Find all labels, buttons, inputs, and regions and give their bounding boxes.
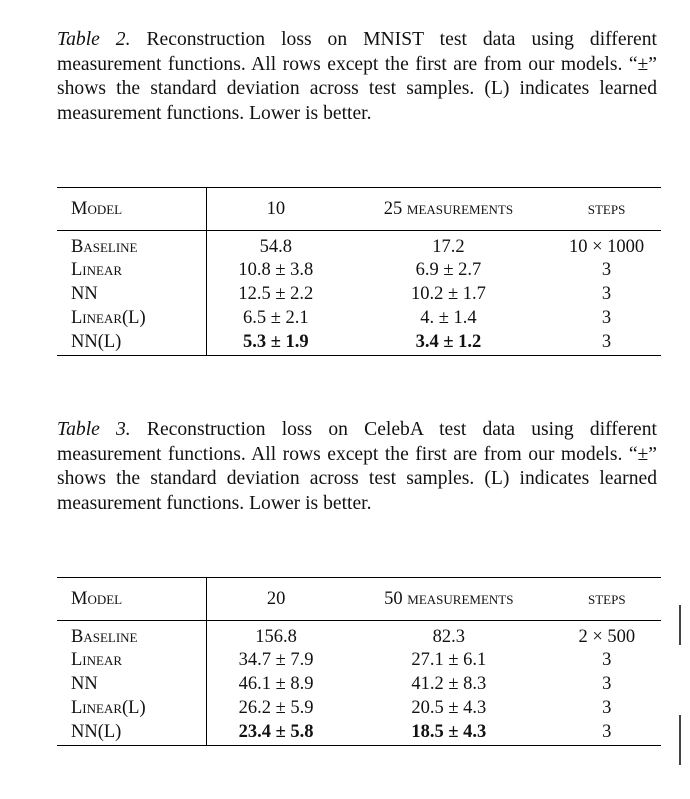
row-value-a-best: 5.3 ± 1.9 (206, 331, 344, 355)
row-value-a: 6.5 ± 2.1 (243, 308, 309, 329)
table-2-caption-label: Table 2. (57, 29, 131, 50)
row-value-b: 20.5 ± 4.3 (411, 698, 487, 719)
row-steps: 3 (601, 308, 612, 329)
row-model: Linear(L) (71, 698, 146, 719)
row-model: Baseline (71, 237, 138, 257)
table-2 (57, 187, 661, 356)
row-value-a: 26.2 ± 5.9 (238, 698, 314, 719)
row-steps: 3 (602, 674, 612, 695)
table-2-header-col-a: 10 (206, 188, 344, 231)
row-model: Linear (71, 259, 123, 280)
row-steps: 3 (602, 698, 612, 719)
table-row (57, 721, 661, 745)
row-model: Linear (71, 649, 123, 670)
row-value-b: 41.2 ± 8.3 (411, 674, 487, 695)
row-value-a: 34.7 ± 7.9 (238, 649, 314, 670)
table-row (57, 697, 661, 721)
table-3-header-row (57, 578, 661, 621)
table-row (57, 307, 661, 331)
table-3 (57, 577, 661, 746)
table-3-caption (57, 418, 657, 516)
row-model: NN(L) (57, 721, 205, 745)
row-steps: 2 × 500 (578, 627, 636, 647)
table-2-header-row (57, 188, 661, 231)
table-3-caption-label: Table 3. (57, 419, 131, 440)
row-model: NN (71, 284, 98, 305)
table-3-header-col-b: 50 measurements (345, 578, 553, 621)
row-steps: 3 (601, 259, 612, 280)
row-value-b: 82.3 (432, 627, 466, 647)
table-row (57, 648, 661, 672)
row-model: Baseline (71, 627, 138, 647)
page-edge-mark (679, 715, 681, 765)
table-3-caption-text: Reconstruction loss on CelebA test data using different measurement functions. All rows except the first are from our models. “±” shows the standard deviation across test samples. (L) indicates learned measurement functions. Lower is better. (57, 419, 657, 514)
table-2-caption (57, 28, 657, 126)
row-model: NN(L) (57, 331, 205, 355)
table-row (57, 621, 661, 649)
table-3-header-col-a: 20 (207, 578, 346, 621)
row-steps: 3 (552, 331, 661, 355)
row-model: Linear(L) (71, 308, 146, 329)
row-value-b-best: 3.4 ± 1.2 (345, 331, 552, 355)
table-3-header-model: Model (57, 578, 205, 621)
row-value-b: 6.9 ± 2.7 (415, 259, 482, 280)
page-edge-mark (679, 605, 681, 645)
row-value-b: 17.2 (432, 237, 465, 257)
table-2-header-steps: steps (552, 188, 661, 231)
row-value-a-best: 23.4 ± 5.8 (207, 721, 346, 745)
row-value-b-best: 18.5 ± 4.3 (345, 721, 553, 745)
row-steps: 10 × 1000 (568, 237, 645, 257)
row-steps: 3 (553, 721, 661, 745)
row-steps: 3 (601, 284, 612, 305)
row-value-b: 10.2 ± 1.7 (410, 284, 486, 305)
row-value-a: 12.5 ± 2.2 (238, 284, 314, 305)
row-value-a: 10.8 ± 3.8 (238, 259, 314, 280)
table-row (57, 258, 661, 282)
row-value-a: 46.1 ± 8.9 (238, 674, 314, 695)
row-value-b: 4. ± 1.4 (420, 308, 477, 329)
table-row (57, 282, 661, 306)
row-value-a: 54.8 (259, 237, 293, 257)
row-steps: 3 (602, 649, 612, 670)
table-2-header-col-b: 25 measurements (345, 188, 552, 231)
table-row (57, 672, 661, 696)
row-value-a: 156.8 (255, 627, 297, 647)
row-model: NN (71, 674, 98, 695)
table-row (57, 331, 661, 355)
row-value-b: 27.1 ± 6.1 (411, 649, 487, 670)
table-row (57, 231, 661, 259)
table-2-header-model: Model (57, 188, 205, 231)
table-2-caption-text: Reconstruction loss on MNIST test data using different measurement functions. All rows except the first are from our models. “±” shows the standard deviation across test samples. (L) indicates learned measurement functions. Lower is better. (57, 29, 657, 124)
table-3-header-steps: steps (553, 578, 661, 621)
